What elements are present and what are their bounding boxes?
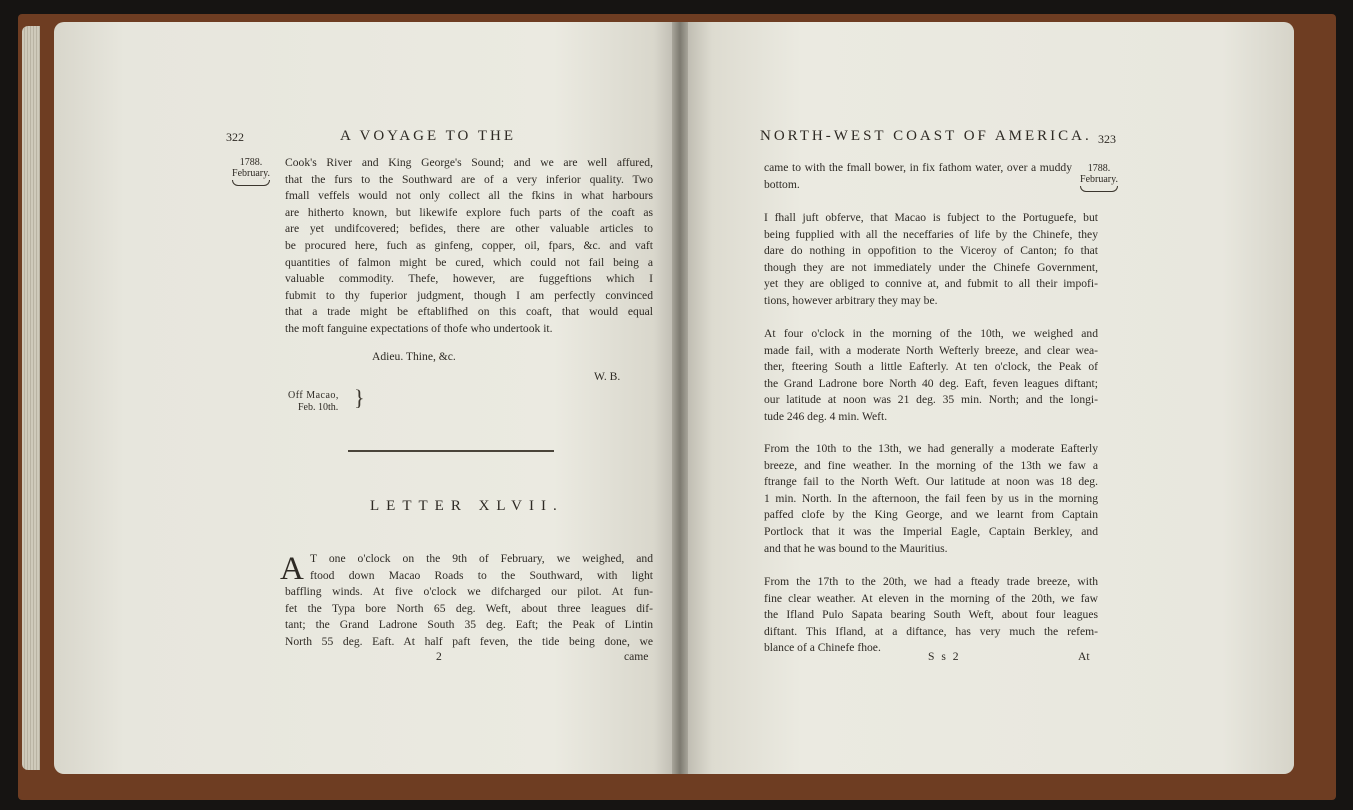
signature: W. B. (594, 370, 621, 383)
right-side-note (1080, 163, 1118, 192)
text-line: quantities of falmon might be cured, which could not fail being a (285, 255, 653, 269)
text-line: fine clear weather. At eleven in the morning of the 20th, we faw (764, 591, 1098, 605)
left-catchword: came (624, 650, 649, 663)
right-running-head: NORTH-WEST COAST OF AMERICA. (760, 128, 1092, 144)
side-note-year: 1788. (239, 157, 263, 168)
right-paragraph-4 (764, 441, 1098, 557)
text-line: Cook's River and King George's Sound; and we are well affured, (285, 156, 653, 169)
text-line: the Ifland Pulo Sapata bearing South Weft, about four leagues (764, 608, 1098, 622)
page-edges-left (22, 26, 40, 770)
text-line: T one o'clock on the 9th of February, we weighed, and (310, 552, 653, 565)
text-line: Portlock that it was the Imperial Eagle, Captain Berkley, and (764, 524, 1098, 538)
right-signature-mark: S s 2 (928, 650, 961, 663)
side-note-month: February. (1080, 174, 1118, 185)
text-line: North 55 deg. Eaft. At half paft feven, the tide being done, we (285, 634, 653, 648)
text-line: bottom. (764, 177, 800, 191)
text-line: are hitherto known, but likewife explore fuch parts of the coaft as (285, 205, 653, 219)
text-line: fmall veffels would not only collect all the fkins in what harbours (285, 189, 653, 203)
letter-place: Off Macao, (288, 390, 339, 401)
left-signature-mark: 2 (436, 650, 442, 663)
text-line: though they are not immediately under the Chinefe Government, (764, 260, 1098, 274)
side-note-brace (1080, 186, 1118, 192)
text-line: ftrange fail to the North Weft. Our latitude at noon was 18 deg. (764, 475, 1098, 489)
text-line: valuable commodity. Thefe, however, are fuggeftions which I (285, 272, 653, 286)
text-line: At four o'clock in the morning of the 10th, we weighed and (764, 327, 1098, 340)
text-line: fet the Typa bore North 65 deg. Weft, about three leagues dif- (285, 601, 653, 615)
text-line: tions, however arbitrary they may be. (764, 293, 938, 307)
text-line: I fhall juft obferve, that Macao is fubject to the Portuguefe, but (764, 211, 1098, 224)
right-page-number: 323 (1098, 132, 1116, 146)
text-line: be procured here, fuch as ginfeng, copper, oil, fpars, &c. and vaft (285, 238, 653, 252)
text-line: the Grand Ladrone bore North 40 deg. Eaft, feven leagues diftant; (764, 376, 1098, 390)
closing-salutation: Adieu. Thine, &c. (372, 350, 456, 363)
drop-cap: A (280, 551, 304, 587)
text-line: came to with the fmall bower, in fix fathom water, over a muddy (764, 161, 1072, 174)
place-date-brace: } (354, 385, 365, 410)
text-line: and that he was bound to the Mauritius. (764, 541, 948, 555)
text-line: breeze, and fine weather. In the morning of the 13th we faw a (764, 458, 1098, 472)
text-line: tant; the Grand Ladrone South 35 deg. Eaft; the Peak of Lintin (285, 618, 653, 632)
book-gutter (672, 22, 688, 774)
text-line: ther, fteering South a little Eafterly. At ten o'clock, the Peak of (764, 360, 1098, 374)
text-line: tude 246 deg. 4 min. Weft. (764, 409, 888, 423)
text-line: that the furs to the Southward are of a very inferior quality. Two (285, 172, 653, 186)
side-note-year: 1788. (1087, 163, 1111, 174)
text-line: that a trade might be eftablifhed on this coaft, that would equal (285, 305, 653, 319)
text-line: our latitude at noon was 21 deg. 35 min. North; and the longi- (764, 393, 1098, 407)
text-line: are yet undifcovered; befides, there are other valuable articles to (285, 222, 653, 236)
right-paragraph-1 (764, 160, 1072, 193)
text-line: paffed clofe by the King George, and we learnt from Captain (764, 508, 1098, 522)
right-paragraph-5 (764, 574, 1098, 657)
letter-title: LETTER XLVII. (370, 498, 564, 514)
text-line: ftood down Macao Roads to the Southward, with light (310, 568, 653, 582)
side-note-brace (232, 180, 270, 186)
text-line: From the 17th to the 20th, we had a fteady trade breeze, with (764, 575, 1098, 588)
letter-date: Feb. 10th. (298, 402, 339, 413)
text-line: yet they are obliged to connive at, and fubmit to all their impofi- (764, 277, 1098, 291)
left-page-number: 322 (226, 130, 244, 144)
section-rule (348, 450, 554, 453)
text-line: dare do nothing in oppofition to the Viceroy of Canton; fo that (764, 244, 1098, 258)
side-note-month: February. (232, 168, 270, 179)
right-paragraph-2 (764, 210, 1098, 310)
left-paragraph-1 (285, 155, 653, 338)
text-line: blance of a Chinefe fhoe. (764, 641, 881, 655)
text-line: 1 min. North. In the afternoon, the fail feen by us in the morning (764, 491, 1098, 505)
text-line: fubmit to thy fuperior judgment, though I am perfectly convinced (285, 288, 653, 302)
left-paragraph-2-body (285, 584, 653, 650)
left-side-note (232, 157, 270, 186)
right-paragraph-3 (764, 326, 1098, 426)
text-line: the moft fanguine expectations of thofe who undertook it. (285, 321, 553, 335)
text-line: made fail, with a moderate North Wefterly breeze, and clear wea- (764, 343, 1098, 357)
right-catchword: At (1078, 650, 1090, 663)
left-running-head: A VOYAGE TO THE (340, 128, 516, 144)
text-line: baffling winds. At five o'clock we difcharged our pilot. At fun- (285, 585, 653, 598)
text-line: diftant. This Ifland, at a diftance, has very much the refem- (764, 624, 1098, 638)
text-line: being fupplied with all the neceffaries of life by the Chinefe, they (764, 227, 1098, 241)
text-line: From the 10th to the 13th, we had generally a moderate Eafterly (764, 442, 1098, 455)
left-paragraph-2-head (310, 551, 653, 584)
